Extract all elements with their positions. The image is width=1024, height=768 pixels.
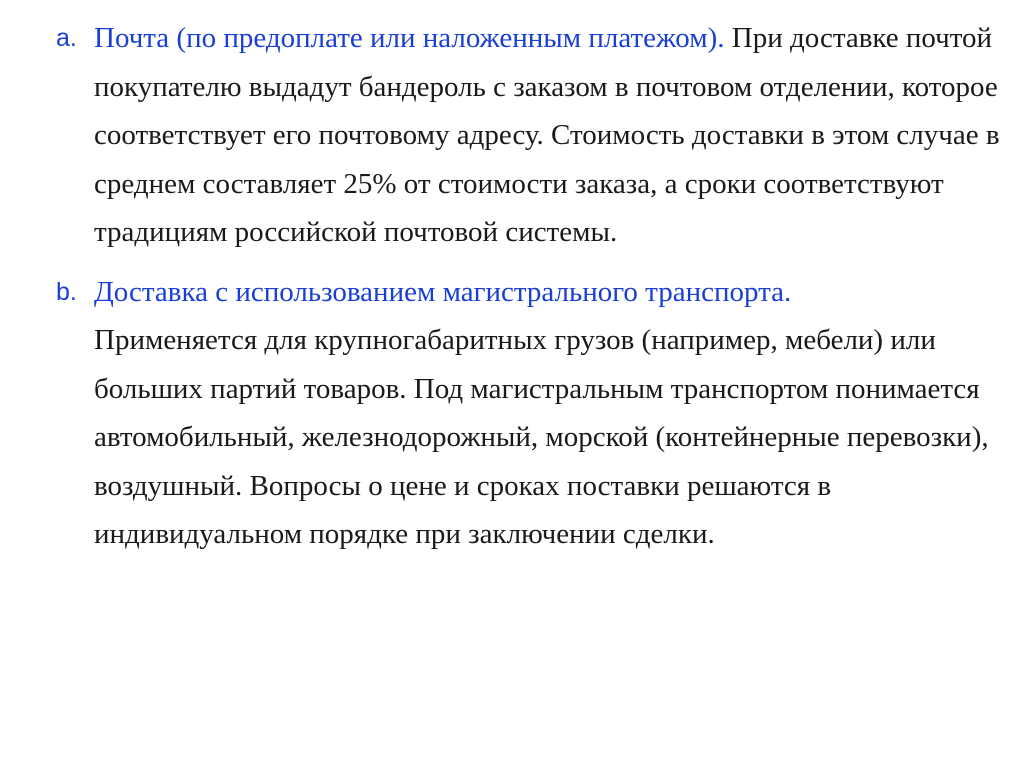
list-item-post <box>56 14 1001 257</box>
item-body-text: Применяется для крупногабаритных грузов (например, мебели) или больших партий товаров. Под магистральным транспортом понимается автомобильный, железнодорожный, морской (контейнерные перевозки), воздушный. Вопросы о цене и сроках поставки решаются в индивидуальном порядке при заключении сделки. <box>94 324 989 550</box>
item-lead-text: Почта (по предоплате или наложенным платежом). <box>94 22 725 54</box>
delivery-methods-list <box>56 14 1001 559</box>
list-marker: a. <box>56 24 77 52</box>
list-marker: b. <box>56 277 77 306</box>
item-lead-text: Доставка с использованием магистрального транспорта. <box>94 275 792 308</box>
item-body-text: При доставке почтой покупателю выдадут бандероль с заказом в почтовом отделении, которое соответствует его почтовому адресу. Стоимость доставки в этом случае в среднем составляет 25% от стоимости заказа, а сроки соответствуют традициям российской почтовой системы. <box>94 22 1000 248</box>
list-item-mainline-transport <box>56 268 1001 559</box>
